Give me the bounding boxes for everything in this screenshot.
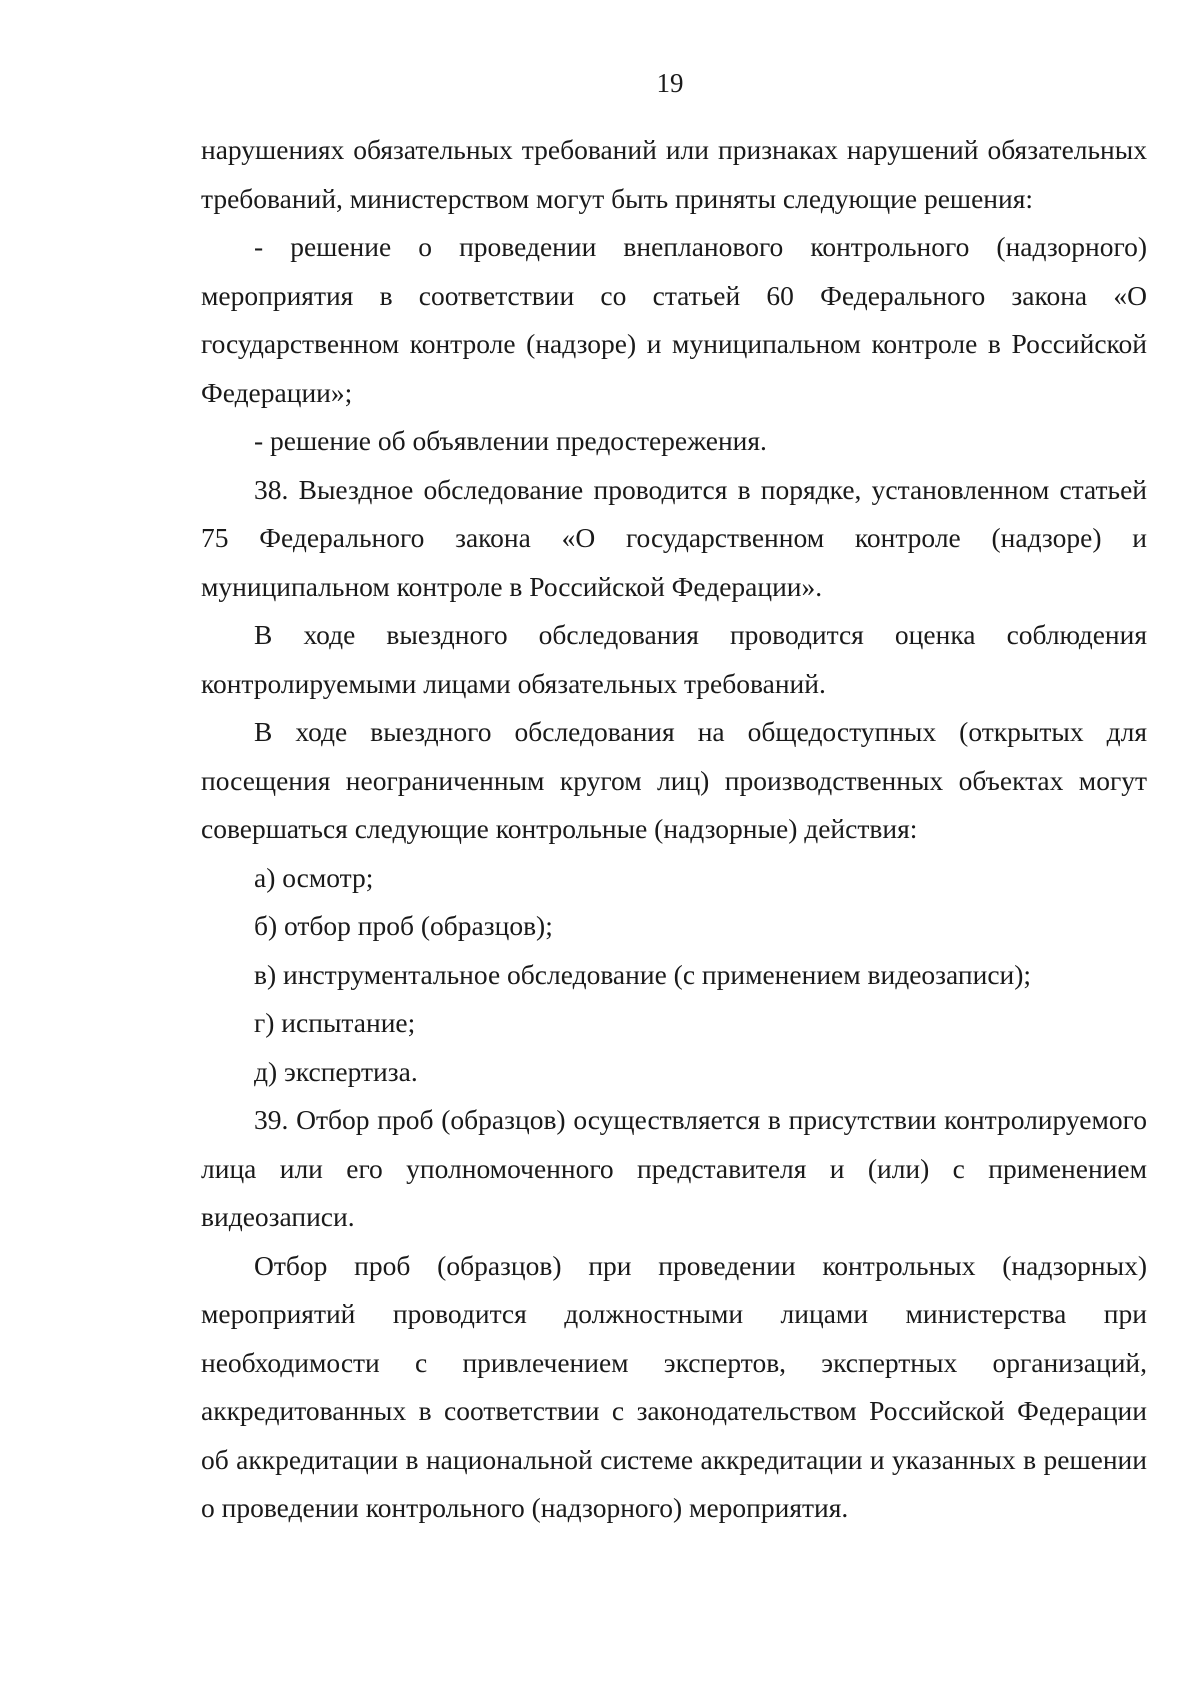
document-body <box>201 126 1147 1533</box>
page-number: 19 <box>656 68 684 98</box>
paragraph-decision-unscheduled: - решение о проведении внепланового контрольного (надзорного) мероприятия в соответствии со статьей 60 Федерального закона «О государственном контроле (надзоре) и муниципальном контроле в Российской Федерации»; <box>201 231 1147 408</box>
list-item-expertise: д) экспертиза. <box>254 1055 418 1087</box>
paragraph-clause-38: 38. Выездное обследование проводится в порядке, установленном статьей 75 Федерального закона «О государственном контроле (надзоре) и муниципальном контроле в Российской Федерации». <box>201 473 1147 602</box>
list-item-inspection: а) осмотр; <box>254 861 374 893</box>
paragraph-decision-warning: - решение об объявлении предостережения. <box>254 425 767 456</box>
paragraph-actions-intro: В ходе выездного обследования на общедоступных (открытых для посещения неограниченным кругом лиц) производственных объектах могут совершаться следующие контрольные (надзорные) действия: <box>201 716 1147 844</box>
list-item-instrumental-survey: в) инструментальное обследование (с применением видеозаписи); <box>254 958 1032 990</box>
list-item-sampling: б) отбор проб (образцов); <box>254 910 553 941</box>
paragraph-continuation: нарушениях обязательных требований или признаках нарушений обязательных требований, министерством могут быть приняты следующие решения: <box>201 134 1147 214</box>
paragraph-clause-39: 39. Отбор проб (образцов) осуществляется в присутствии контролируемого лица или его уполномоченного представителя и (или) с применением видеозаписи. <box>201 1104 1147 1232</box>
paragraph-sampling-procedure: Отбор проб (образцов) при проведении контрольных (надзорных) мероприятий проводится должностными лицами министерства при необходимости с привлечением экспертов, экспертных организаций, аккредитованных в соответствии с законодательством Российской Федерации об аккредитации в национальной системе аккредитации и указанных в решении о проведении контрольного (надзорного) мероприятия. <box>201 1249 1147 1523</box>
list-item-testing: г) испытание; <box>254 1007 416 1038</box>
paragraph-assessment: В ходе выездного обследования проводится оценка соблюдения контролируемыми лицами обязательных требований. <box>201 619 1147 699</box>
